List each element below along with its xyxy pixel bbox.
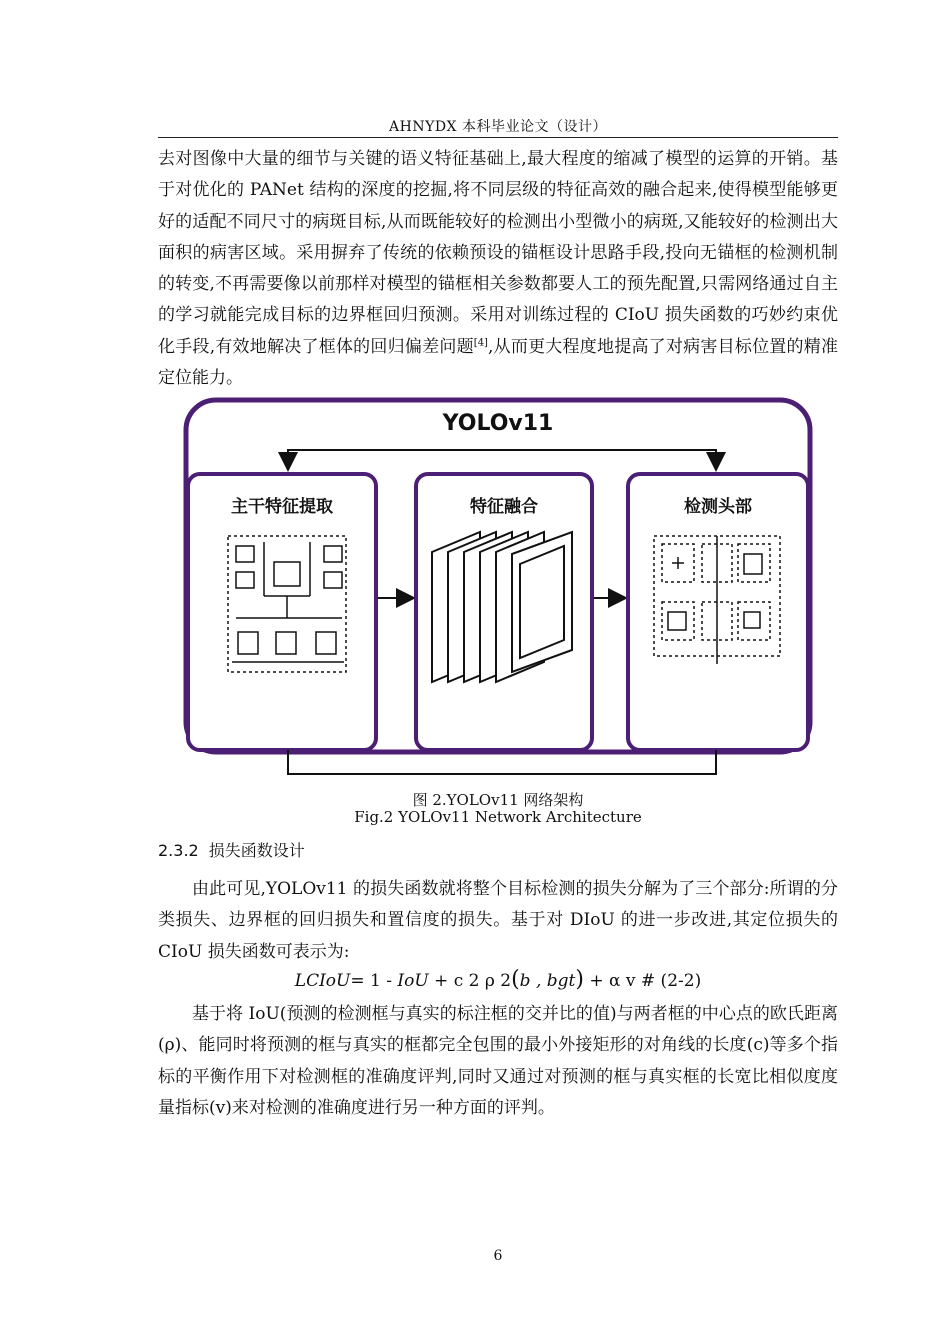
citation-ref: [4] (473, 337, 488, 349)
paragraph-1-text: 去对图像中大量的细节与关键的语义特征基础上,最大程度的缩减了模型的运算的开销。基于对优化的 PANet 结构的深度的挖掘,将不同层级的特征高效的融合起来,使得模型能够更好的适配不同尺寸的病斑目标,从而既能较好的检测出小型微小的病斑,又能较好的检测出大面积的病害区域。采用摒弃了传统的依赖预设的锚框设计思路手段,投向无锚框的检测机制的转变,不再需要像以前那样对模型的锚框相关参数都要人工的预先配置,只需网络通过自主的学习就能完成目标的边界框回归预测。采用对训练过程的 CIoU 损失函数的巧妙约束优化手段,有效地解决了框体的回归偏差问题 (158, 149, 838, 357)
section-heading (158, 838, 305, 861)
paragraph-1-tail: ,从而更大程度地提高了对病害目标位置的精准定位能力。 (158, 336, 838, 389)
formula-rhs-c: + c 2 ρ 2 (428, 971, 512, 991)
head-label: 检测头部 (684, 497, 752, 517)
backbone-label: 主干特征提取 (231, 497, 333, 517)
architecture-figure (180, 396, 816, 782)
figure-title: YOLOv11 (442, 411, 554, 436)
figure-caption-en: Fig.2 YOLOv11 Network Architecture (354, 808, 642, 826)
paragraph-2: 由此可见,YOLOv11 的损失函数就将整个目标检测的损失分解为了三个部分:所谓的分类损失、边界框的回归损失和置信度的损失。基于对 DIoU 的进一步改进,其定位损失的 CIoU 损失函数可表示为: (158, 879, 838, 962)
architecture-diagram (180, 396, 816, 782)
formula-rhs-e: + α v # (2-2) (583, 971, 702, 991)
formula-rhs-a: = 1 - (350, 971, 398, 991)
page-number: 6 (493, 1248, 503, 1264)
header-rule (158, 137, 838, 138)
formula-lhs: LCIoU (294, 971, 351, 991)
section-number: 2.3.2 (158, 841, 199, 860)
section-title: 损失函数设计 (208, 841, 305, 860)
formula-rhs-b: IoU (397, 971, 429, 991)
running-header: AHNYDX 本科毕业论文（设计） (389, 119, 607, 135)
equation-2-2: LCIoU= 1 - IoU + c 2 ρ 2(b , bgt) + α v # (2-2) (294, 967, 702, 992)
paragraph-3: 基于将 IoU(预测的检测框与真实的标注框的交并比的值)与两者框的中心点的欧氏距离(ρ)、能同时将预测的框与真实的框都完全包围的最小外接矩形的对角线的长度(c)等多个指标的平衡作用下对检测框的准确度评判,同时又通过对预测的框与真实框的长宽比相似度度量指标(v)来对检测的准确度进行另一种方面的评判。 (158, 1004, 838, 1118)
top-connector (288, 450, 716, 468)
figure-caption-cn: 图 2.YOLOv11 网络架构 (412, 791, 584, 809)
neck-label: 特征融合 (470, 497, 538, 517)
formula-rhs-d: b , bgt (519, 971, 576, 991)
paragraph-1 (158, 144, 838, 394)
